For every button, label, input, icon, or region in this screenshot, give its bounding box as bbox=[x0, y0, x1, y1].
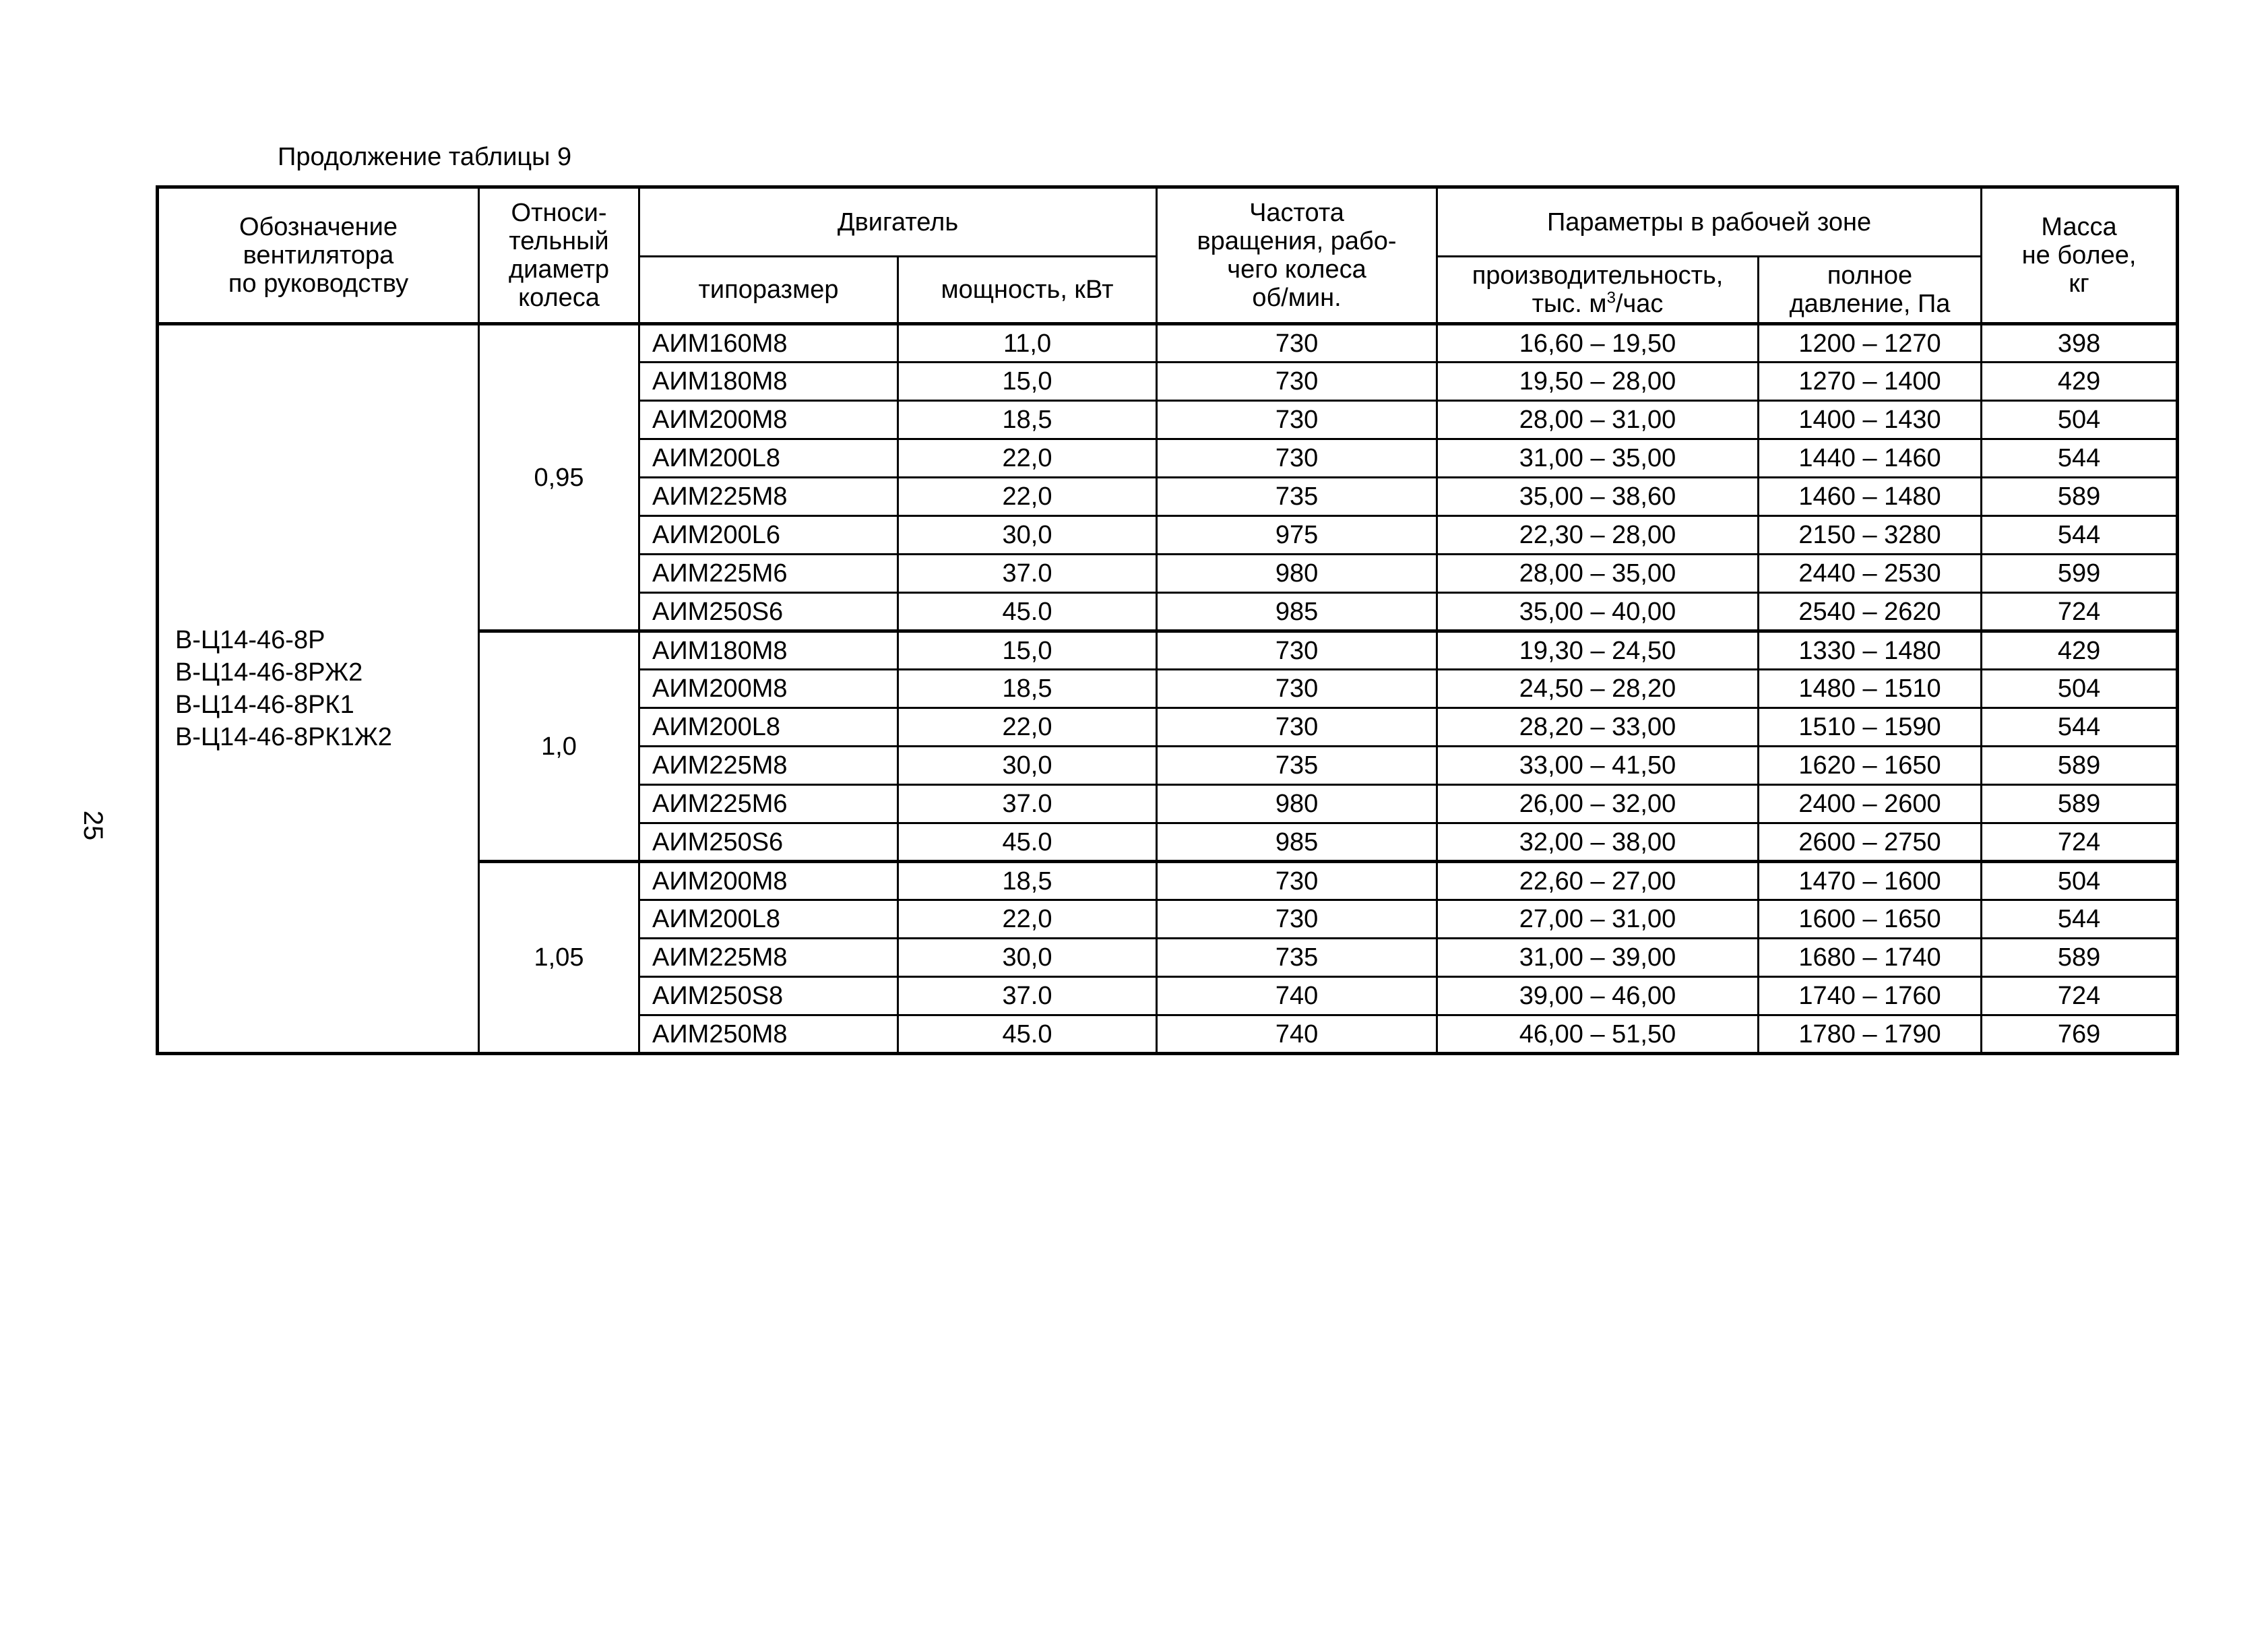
motor-power-cell: 15,0 bbox=[898, 631, 1157, 670]
mass-cell: 504 bbox=[1982, 862, 2178, 900]
header-motor-type: типоразмер bbox=[639, 257, 898, 324]
capacity-cell: 19,50 – 28,00 bbox=[1437, 363, 1759, 401]
rotation-speed-cell: 985 bbox=[1157, 593, 1437, 631]
rotation-speed-cell: 740 bbox=[1157, 977, 1437, 1015]
fan-designation: В-Ц14-46-8РК1 bbox=[175, 691, 354, 719]
motor-power-cell: 37.0 bbox=[898, 785, 1157, 823]
motor-power-cell: 45.0 bbox=[898, 823, 1157, 862]
fan-designation: В-Ц14-46-8РК1Ж2 bbox=[175, 723, 392, 751]
rotation-speed-cell: 730 bbox=[1157, 900, 1437, 939]
capacity-cell: 22,60 – 27,00 bbox=[1437, 862, 1759, 900]
pressure-cell: 1460 – 1480 bbox=[1759, 478, 1982, 516]
capacity-cell: 35,00 – 40,00 bbox=[1437, 593, 1759, 631]
motor-type-cell: АИМ180М8 bbox=[639, 631, 898, 670]
header-capacity: производительность, тыс. $м^3$/час bbox=[1437, 257, 1759, 324]
mass-cell: 724 bbox=[1982, 823, 2178, 862]
mass-cell: 589 bbox=[1982, 785, 2178, 823]
pressure-cell: 1440 – 1460 bbox=[1759, 439, 1982, 478]
mass-cell: 429 bbox=[1982, 631, 2178, 670]
motor-power-cell: 22,0 bbox=[898, 900, 1157, 939]
capacity-cell: 39,00 – 46,00 bbox=[1437, 977, 1759, 1015]
page-number: 25 bbox=[78, 810, 108, 841]
capacity-cell: 27,00 – 31,00 bbox=[1437, 900, 1759, 939]
rotation-speed-cell: 980 bbox=[1157, 785, 1437, 823]
rotation-speed-cell: 985 bbox=[1157, 823, 1437, 862]
motor-power-cell: 37.0 bbox=[898, 977, 1157, 1015]
capacity-cell: 28,00 – 31,00 bbox=[1437, 401, 1759, 439]
pressure-cell: 1200 – 1270 bbox=[1759, 324, 1982, 363]
motor-power-cell: 45.0 bbox=[898, 593, 1157, 631]
mass-cell: 544 bbox=[1982, 708, 2178, 747]
capacity-cell: 26,00 – 32,00 bbox=[1437, 785, 1759, 823]
pressure-cell: 1510 – 1590 bbox=[1759, 708, 1982, 747]
motor-type-cell: АИМ200М8 bbox=[639, 862, 898, 900]
motor-type-cell: АИМ200L8 bbox=[639, 439, 898, 478]
rotation-speed-cell: 975 bbox=[1157, 516, 1437, 555]
motor-power-cell: 22,0 bbox=[898, 478, 1157, 516]
pressure-cell: 1480 – 1510 bbox=[1759, 670, 1982, 708]
table-row bbox=[158, 324, 2178, 363]
fan-designations-cell bbox=[158, 324, 479, 1054]
mass-cell: 429 bbox=[1982, 363, 2178, 401]
mass-cell: 589 bbox=[1982, 747, 2178, 785]
rotation-speed-cell: 735 bbox=[1157, 747, 1437, 785]
rotation-speed-cell: 735 bbox=[1157, 939, 1437, 977]
mass-cell: 504 bbox=[1982, 401, 2178, 439]
motor-type-cell: АИМ225М8 bbox=[639, 939, 898, 977]
rotation-speed-cell: 730 bbox=[1157, 670, 1437, 708]
mass-cell: 724 bbox=[1982, 593, 2178, 631]
motor-power-cell: 15,0 bbox=[898, 363, 1157, 401]
pressure-cell: 2440 – 2530 bbox=[1759, 555, 1982, 593]
table-body bbox=[158, 324, 2178, 1054]
fan-parameters-table bbox=[156, 185, 2179, 1055]
relative-diameter-cell: 1,0 bbox=[479, 631, 639, 862]
mass-cell: 589 bbox=[1982, 478, 2178, 516]
mass-cell: 504 bbox=[1982, 670, 2178, 708]
motor-type-cell: АИМ200L8 bbox=[639, 900, 898, 939]
capacity-cell: 28,20 – 33,00 bbox=[1437, 708, 1759, 747]
capacity-cell: 19,30 – 24,50 bbox=[1437, 631, 1759, 670]
motor-power-cell: 30,0 bbox=[898, 747, 1157, 785]
mass-cell: 544 bbox=[1982, 900, 2178, 939]
capacity-cell: 31,00 – 39,00 bbox=[1437, 939, 1759, 977]
motor-type-cell: АИМ200L6 bbox=[639, 516, 898, 555]
relative-diameter-cell: 1,05 bbox=[479, 862, 639, 1054]
motor-power-cell: 18,5 bbox=[898, 670, 1157, 708]
fan-designation: В-Ц14-46-8Р bbox=[175, 626, 325, 654]
motor-power-cell: 18,5 bbox=[898, 401, 1157, 439]
pressure-cell: 2540 – 2620 bbox=[1759, 593, 1982, 631]
pressure-cell: 2150 – 3280 bbox=[1759, 516, 1982, 555]
pressure-cell: 1330 – 1480 bbox=[1759, 631, 1982, 670]
motor-power-cell: 22,0 bbox=[898, 708, 1157, 747]
rotation-speed-cell: 980 bbox=[1157, 555, 1437, 593]
pressure-cell: 1470 – 1600 bbox=[1759, 862, 1982, 900]
pressure-cell: 2600 – 2750 bbox=[1759, 823, 1982, 862]
capacity-cell: 33,00 – 41,50 bbox=[1437, 747, 1759, 785]
header-pressure: полное давление, Па bbox=[1759, 257, 1982, 324]
motor-type-cell: АИМ225М8 bbox=[639, 478, 898, 516]
motor-type-cell: АИМ250М8 bbox=[639, 1015, 898, 1054]
rotation-speed-cell: 730 bbox=[1157, 631, 1437, 670]
capacity-cell: 31,00 – 35,00 bbox=[1437, 439, 1759, 478]
header-relative-diameter: Относи- тельный диаметр колеса bbox=[479, 187, 639, 324]
pressure-cell: 1400 – 1430 bbox=[1759, 401, 1982, 439]
motor-type-cell: АИМ160М8 bbox=[639, 324, 898, 363]
motor-power-cell: 30,0 bbox=[898, 939, 1157, 977]
capacity-cell: 35,00 – 38,60 bbox=[1437, 478, 1759, 516]
header-motor: Двигатель bbox=[639, 187, 1157, 257]
motor-type-cell: АИМ225М6 bbox=[639, 785, 898, 823]
mass-cell: 398 bbox=[1982, 324, 2178, 363]
motor-type-cell: АИМ200М8 bbox=[639, 401, 898, 439]
header-mass: Масса не более, кг bbox=[1982, 187, 2178, 324]
capacity-cell: 46,00 – 51,50 bbox=[1437, 1015, 1759, 1054]
pressure-cell: 2400 – 2600 bbox=[1759, 785, 1982, 823]
pressure-cell: 1600 – 1650 bbox=[1759, 900, 1982, 939]
capacity-cell: 16,60 – 19,50 bbox=[1437, 324, 1759, 363]
capacity-cell: 32,00 – 38,00 bbox=[1437, 823, 1759, 862]
header-work-zone-params: Параметры в рабочей зоне bbox=[1437, 187, 1982, 257]
capacity-cell: 22,30 – 28,00 bbox=[1437, 516, 1759, 555]
table-caption: Продолжение таблицы 9 bbox=[278, 143, 572, 171]
pressure-cell: 1740 – 1760 bbox=[1759, 977, 1982, 1015]
mass-cell: 724 bbox=[1982, 977, 2178, 1015]
motor-power-cell: 45.0 bbox=[898, 1015, 1157, 1054]
rotation-speed-cell: 735 bbox=[1157, 478, 1437, 516]
rotation-speed-cell: 740 bbox=[1157, 1015, 1437, 1054]
motor-power-cell: 18,5 bbox=[898, 862, 1157, 900]
capacity-cell: 28,00 – 35,00 bbox=[1437, 555, 1759, 593]
motor-type-cell: АИМ250S6 bbox=[639, 593, 898, 631]
motor-type-cell: АИМ225М8 bbox=[639, 747, 898, 785]
mass-cell: 544 bbox=[1982, 439, 2178, 478]
header-rotation-speed: Частота вращения, рабо- чего колеса об/мин. bbox=[1157, 187, 1437, 324]
header-designation: Обозначение вентилятора по руководству bbox=[158, 187, 479, 324]
mass-cell: 599 bbox=[1982, 555, 2178, 593]
mass-cell: 769 bbox=[1982, 1015, 2178, 1054]
rotation-speed-cell: 730 bbox=[1157, 439, 1437, 478]
motor-type-cell: АИМ225М6 bbox=[639, 555, 898, 593]
fan-designation: В-Ц14-46-8РЖ2 bbox=[175, 658, 363, 687]
pressure-cell: 1270 – 1400 bbox=[1759, 363, 1982, 401]
motor-power-cell: 30,0 bbox=[898, 516, 1157, 555]
motor-power-cell: 11,0 bbox=[898, 324, 1157, 363]
mass-cell: 544 bbox=[1982, 516, 2178, 555]
pressure-cell: 1620 – 1650 bbox=[1759, 747, 1982, 785]
motor-type-cell: АИМ200М8 bbox=[639, 670, 898, 708]
motor-type-cell: АИМ200L8 bbox=[639, 708, 898, 747]
motor-type-cell: АИМ250S8 bbox=[639, 977, 898, 1015]
motor-power-cell: 22,0 bbox=[898, 439, 1157, 478]
relative-diameter-cell: 0,95 bbox=[479, 324, 639, 631]
capacity-cell: 24,50 – 28,20 bbox=[1437, 670, 1759, 708]
pressure-cell: 1780 – 1790 bbox=[1759, 1015, 1982, 1054]
header-motor-power: мощность, кВт bbox=[898, 257, 1157, 324]
pressure-cell: 1680 – 1740 bbox=[1759, 939, 1982, 977]
motor-type-cell: АИМ250S6 bbox=[639, 823, 898, 862]
rotation-speed-cell: 730 bbox=[1157, 401, 1437, 439]
mass-cell: 589 bbox=[1982, 939, 2178, 977]
motor-power-cell: 37.0 bbox=[898, 555, 1157, 593]
rotation-speed-cell: 730 bbox=[1157, 363, 1437, 401]
motor-type-cell: АИМ180М8 bbox=[639, 363, 898, 401]
rotation-speed-cell: 730 bbox=[1157, 862, 1437, 900]
rotation-speed-cell: 730 bbox=[1157, 324, 1437, 363]
rotation-speed-cell: 730 bbox=[1157, 708, 1437, 747]
